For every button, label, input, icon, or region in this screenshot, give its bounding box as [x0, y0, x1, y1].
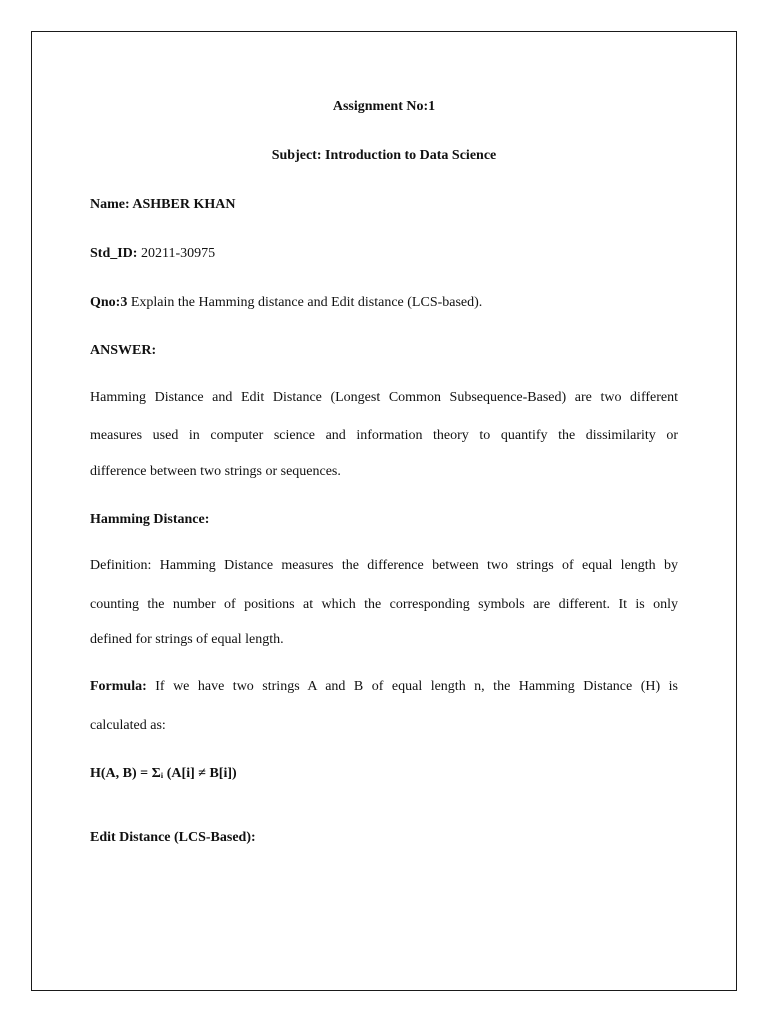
formula-line1-text: If we have two strings A and B of equal length n, the Hamming Distance (H) is — [146, 679, 678, 694]
formula-label: Formula: — [90, 679, 147, 694]
assignment-title: Assignment No:1 — [332, 99, 436, 114]
answer-heading: ANSWER: — [90, 343, 157, 358]
definition-line-3: defined for strings of equal length. — [90, 632, 284, 647]
formula-line-1 — [90, 678, 678, 696]
question-line — [90, 294, 482, 312]
student-id-label: Std_ID: — [90, 246, 138, 261]
definition-line-2: counting the number of positions at which the corresponding symbols are different. It is only — [90, 597, 678, 612]
question-label: Qno:3 — [90, 295, 128, 310]
subject-line: Subject: Introduction to Data Science — [271, 148, 497, 163]
student-id-line — [90, 245, 215, 263]
student-id-value: 20211-30975 — [137, 246, 216, 261]
question-text: Explain the Hamming distance and Edit distance (LCS-based). — [127, 295, 483, 310]
edit-distance-heading: Edit Distance (LCS-Based): — [90, 830, 256, 845]
formula-line-2: calculated as: — [90, 718, 166, 733]
intro-line-2: measures used in computer science and information theory to quantify the dissimilarity or — [90, 428, 678, 443]
student-name: Name: ASHBER KHAN — [90, 197, 236, 212]
intro-line-1: Hamming Distance and Edit Distance (Longest Common Subsequence-Based) are two different — [90, 390, 678, 405]
definition-line-1: Definition: Hamming Distance measures the difference between two strings of equal length by — [90, 558, 678, 573]
hamming-heading: Hamming Distance: — [90, 512, 210, 527]
formula-expression: H(A, B) = Σᵢ (A[i] ≠ B[i]) — [90, 766, 237, 781]
intro-line-3: difference between two strings or sequences. — [90, 464, 341, 479]
